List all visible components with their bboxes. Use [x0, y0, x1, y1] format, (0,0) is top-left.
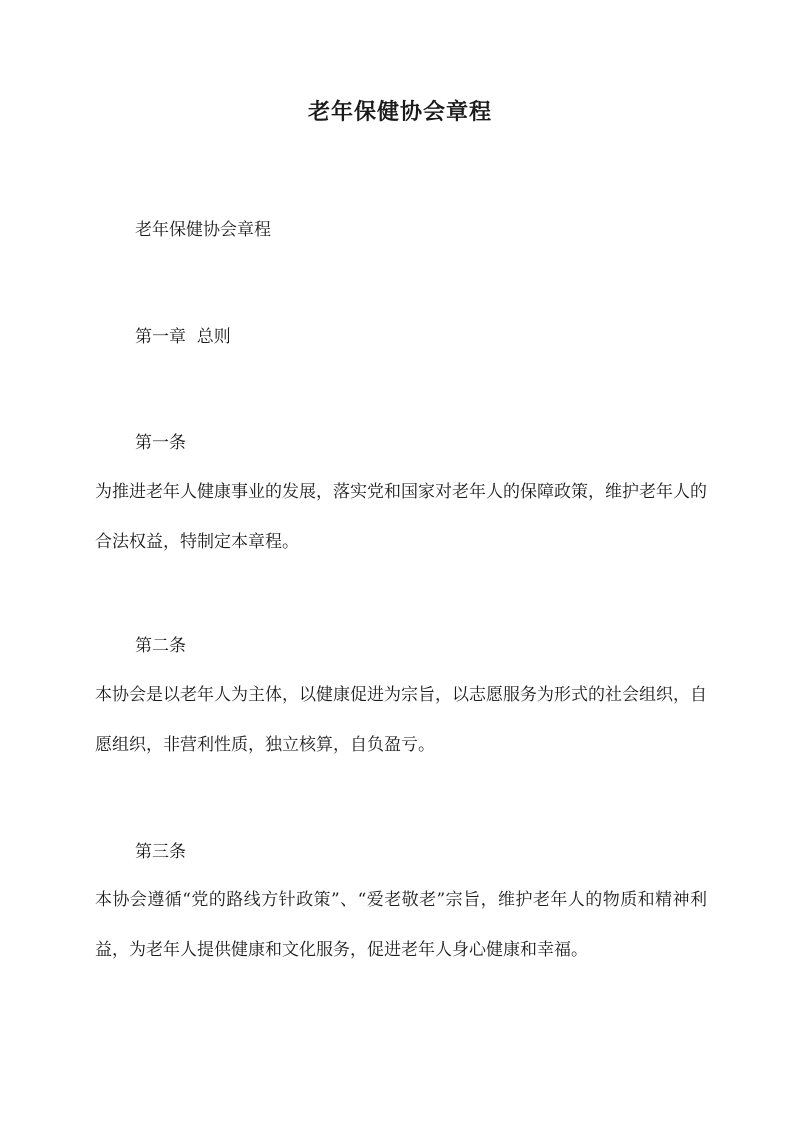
document-title: 老年保健协会章程	[307, 99, 492, 125]
article-1-text: 为推进老年人健康事业的发展，落实党和国家对老年人的保障政策，维护老年人的合法权益，特制定本章程。	[95, 482, 707, 552]
document-subtitle: 老年保健协会章程	[135, 220, 271, 240]
article-2-text: 本协会是以老年人为主体，以健康促进为宗旨，以志愿服务为形式的社会组织，自愿组织，非营利性质，独立核算，自负盈亏。	[95, 685, 707, 755]
chapter-heading: 第一章 总则	[135, 327, 231, 347]
article-1-label: 第一条	[135, 433, 186, 453]
article-3-text: 本协会遵循“党的路线方针政策”、“爱老敬老”宗旨，维护老年人的物质和精神利益，为老年人提供健康和文化服务，促进老年人身心健康和幸福。	[95, 890, 707, 960]
article-3-label: 第三条	[135, 842, 186, 862]
article-2-label: 第二条	[135, 636, 186, 656]
